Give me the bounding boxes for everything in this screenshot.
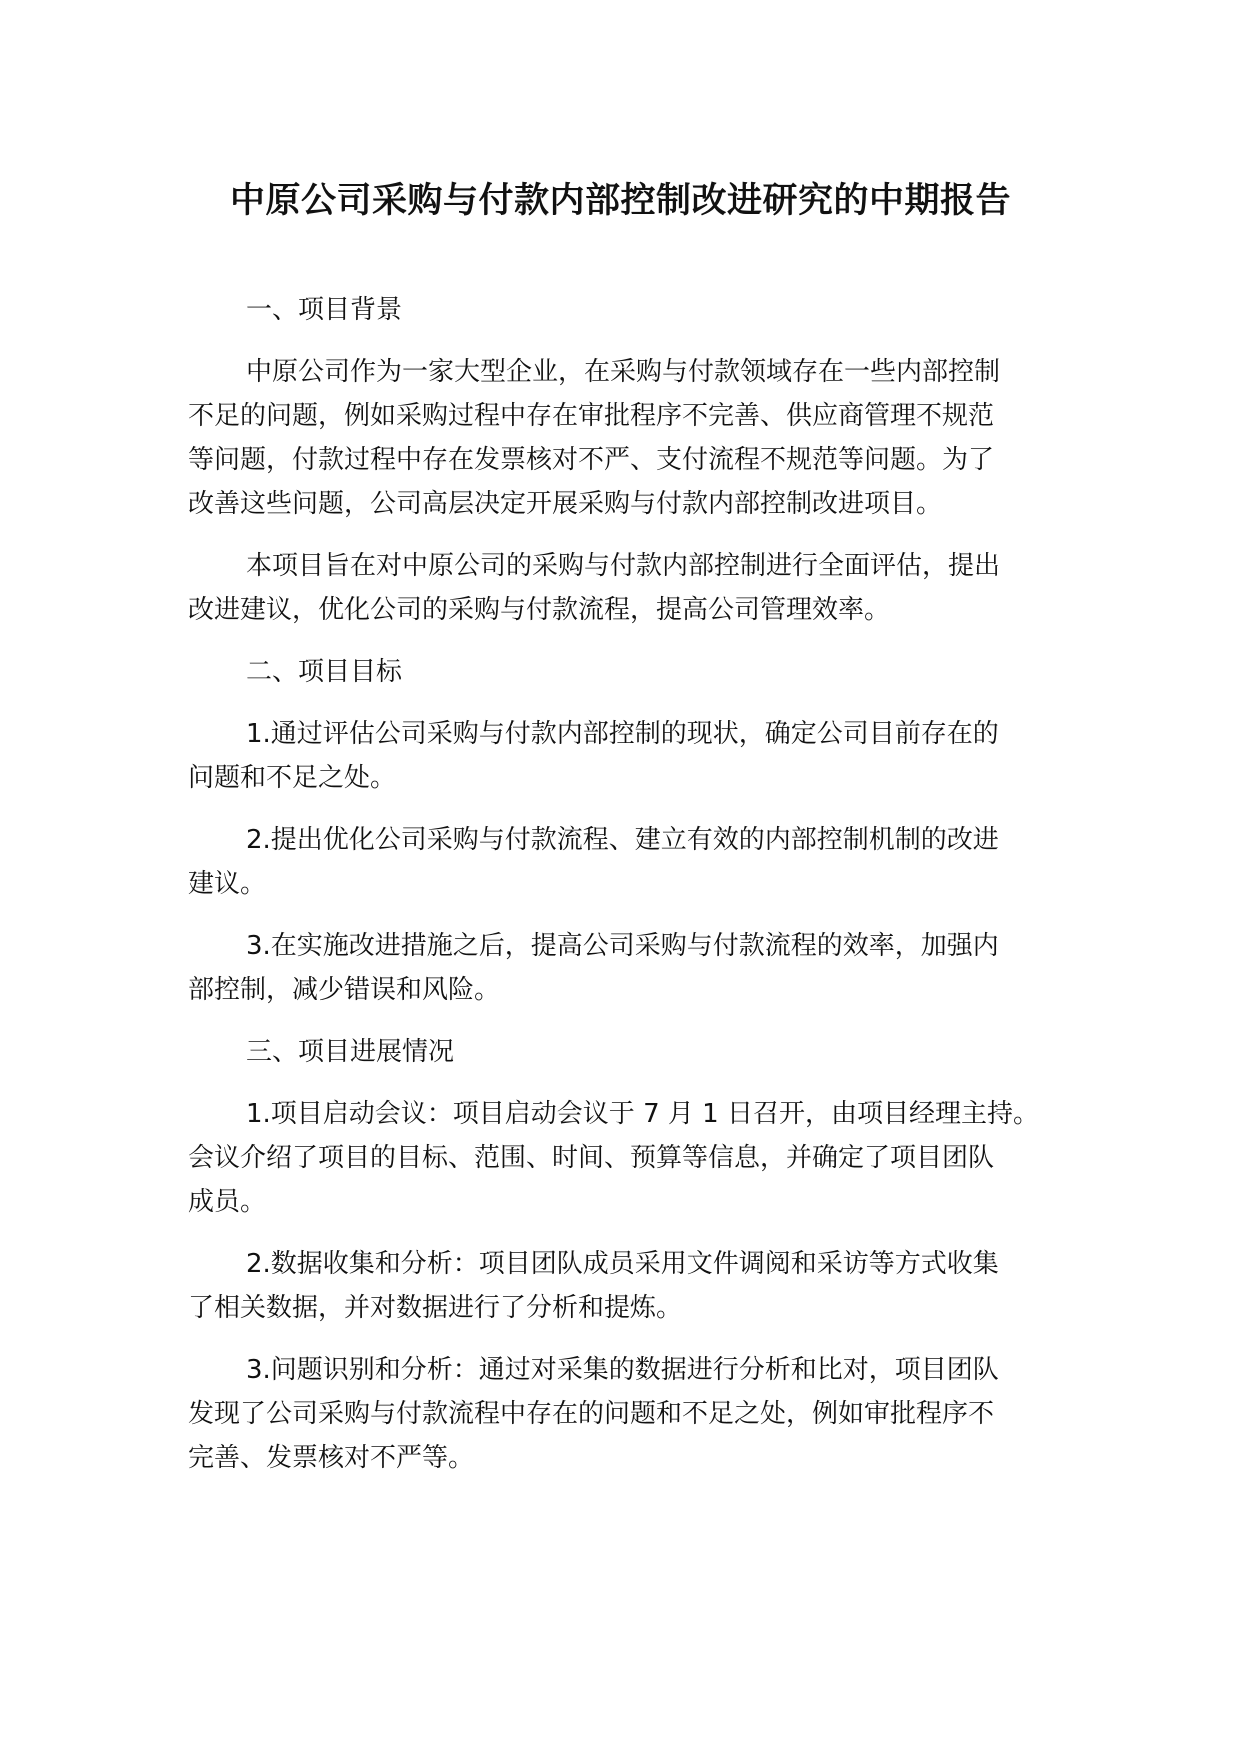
paragraph-line: 1.项目启动会议：项目启动会议于 7 月 1 日召开，由项目经理主持。 <box>246 1099 1039 1129</box>
paragraph <box>188 924 1068 1012</box>
document-title: 中原公司采购与付款内部控制改进研究的中期报告 <box>229 181 1011 221</box>
paragraph <box>188 1242 1068 1330</box>
paragraph-line: 发现了公司采购与付款流程中存在的问题和不足之处，例如审批程序不 <box>188 1399 995 1429</box>
paragraph-line: 本项目旨在对中原公司的采购与付款内部控制进行全面评估，提出 <box>246 551 1001 581</box>
paragraph-line: 3.在实施改进措施之后，提高公司采购与付款流程的效率，加强内 <box>246 931 999 961</box>
paragraph-line: 3.问题识别和分析：通过对采集的数据进行分析和比对，项目团队 <box>246 1355 999 1385</box>
paragraph <box>188 1092 1068 1224</box>
paragraph <box>188 818 1068 906</box>
paragraph-line: 2.数据收集和分析：项目团队成员采用文件调阅和采访等方式收集 <box>246 1249 999 1279</box>
paragraph-line: 会议介绍了项目的目标、范围、时间、预算等信息，并确定了项目团队 <box>188 1143 995 1173</box>
paragraph <box>188 350 1068 526</box>
document-body <box>188 288 1068 1498</box>
section-heading-progress: 三、项目进展情况 <box>246 1037 455 1067</box>
paragraph-line: 问题和不足之处。 <box>188 763 397 793</box>
section-heading-background: 一、项目背景 <box>246 295 403 325</box>
paragraph-line: 完善、发票核对不严等。 <box>188 1443 475 1473</box>
paragraph-line: 建议。 <box>188 869 267 899</box>
paragraph-line: 中原公司作为一家大型企业，在采购与付款领域存在一些内部控制 <box>246 357 1001 387</box>
paragraph-line: 成员。 <box>188 1187 267 1217</box>
paragraph-line: 了相关数据，并对数据进行了分析和提炼。 <box>188 1293 683 1323</box>
paragraph <box>188 544 1068 632</box>
paragraph-line: 改进建议，优化公司的采购与付款流程，提高公司管理效率。 <box>188 595 891 625</box>
paragraph-line: 部控制，减少错误和风险。 <box>188 975 501 1005</box>
paragraph-line: 1.通过评估公司采购与付款内部控制的现状，确定公司目前存在的 <box>246 719 999 749</box>
paragraph-line: 2.提出优化公司采购与付款流程、建立有效的内部控制机制的改进 <box>246 825 999 855</box>
paragraph-line: 等问题，付款过程中存在发票核对不严、支付流程不规范等问题。为了 <box>188 445 995 475</box>
paragraph <box>188 712 1068 800</box>
paragraph-line: 不足的问题，例如采购过程中存在审批程序不完善、供应商管理不规范 <box>188 401 995 431</box>
section-heading-goals: 二、项目目标 <box>246 657 403 687</box>
paragraph-line: 改善这些问题，公司高层决定开展采购与付款内部控制改进项目。 <box>188 489 943 519</box>
paragraph <box>188 1348 1068 1480</box>
